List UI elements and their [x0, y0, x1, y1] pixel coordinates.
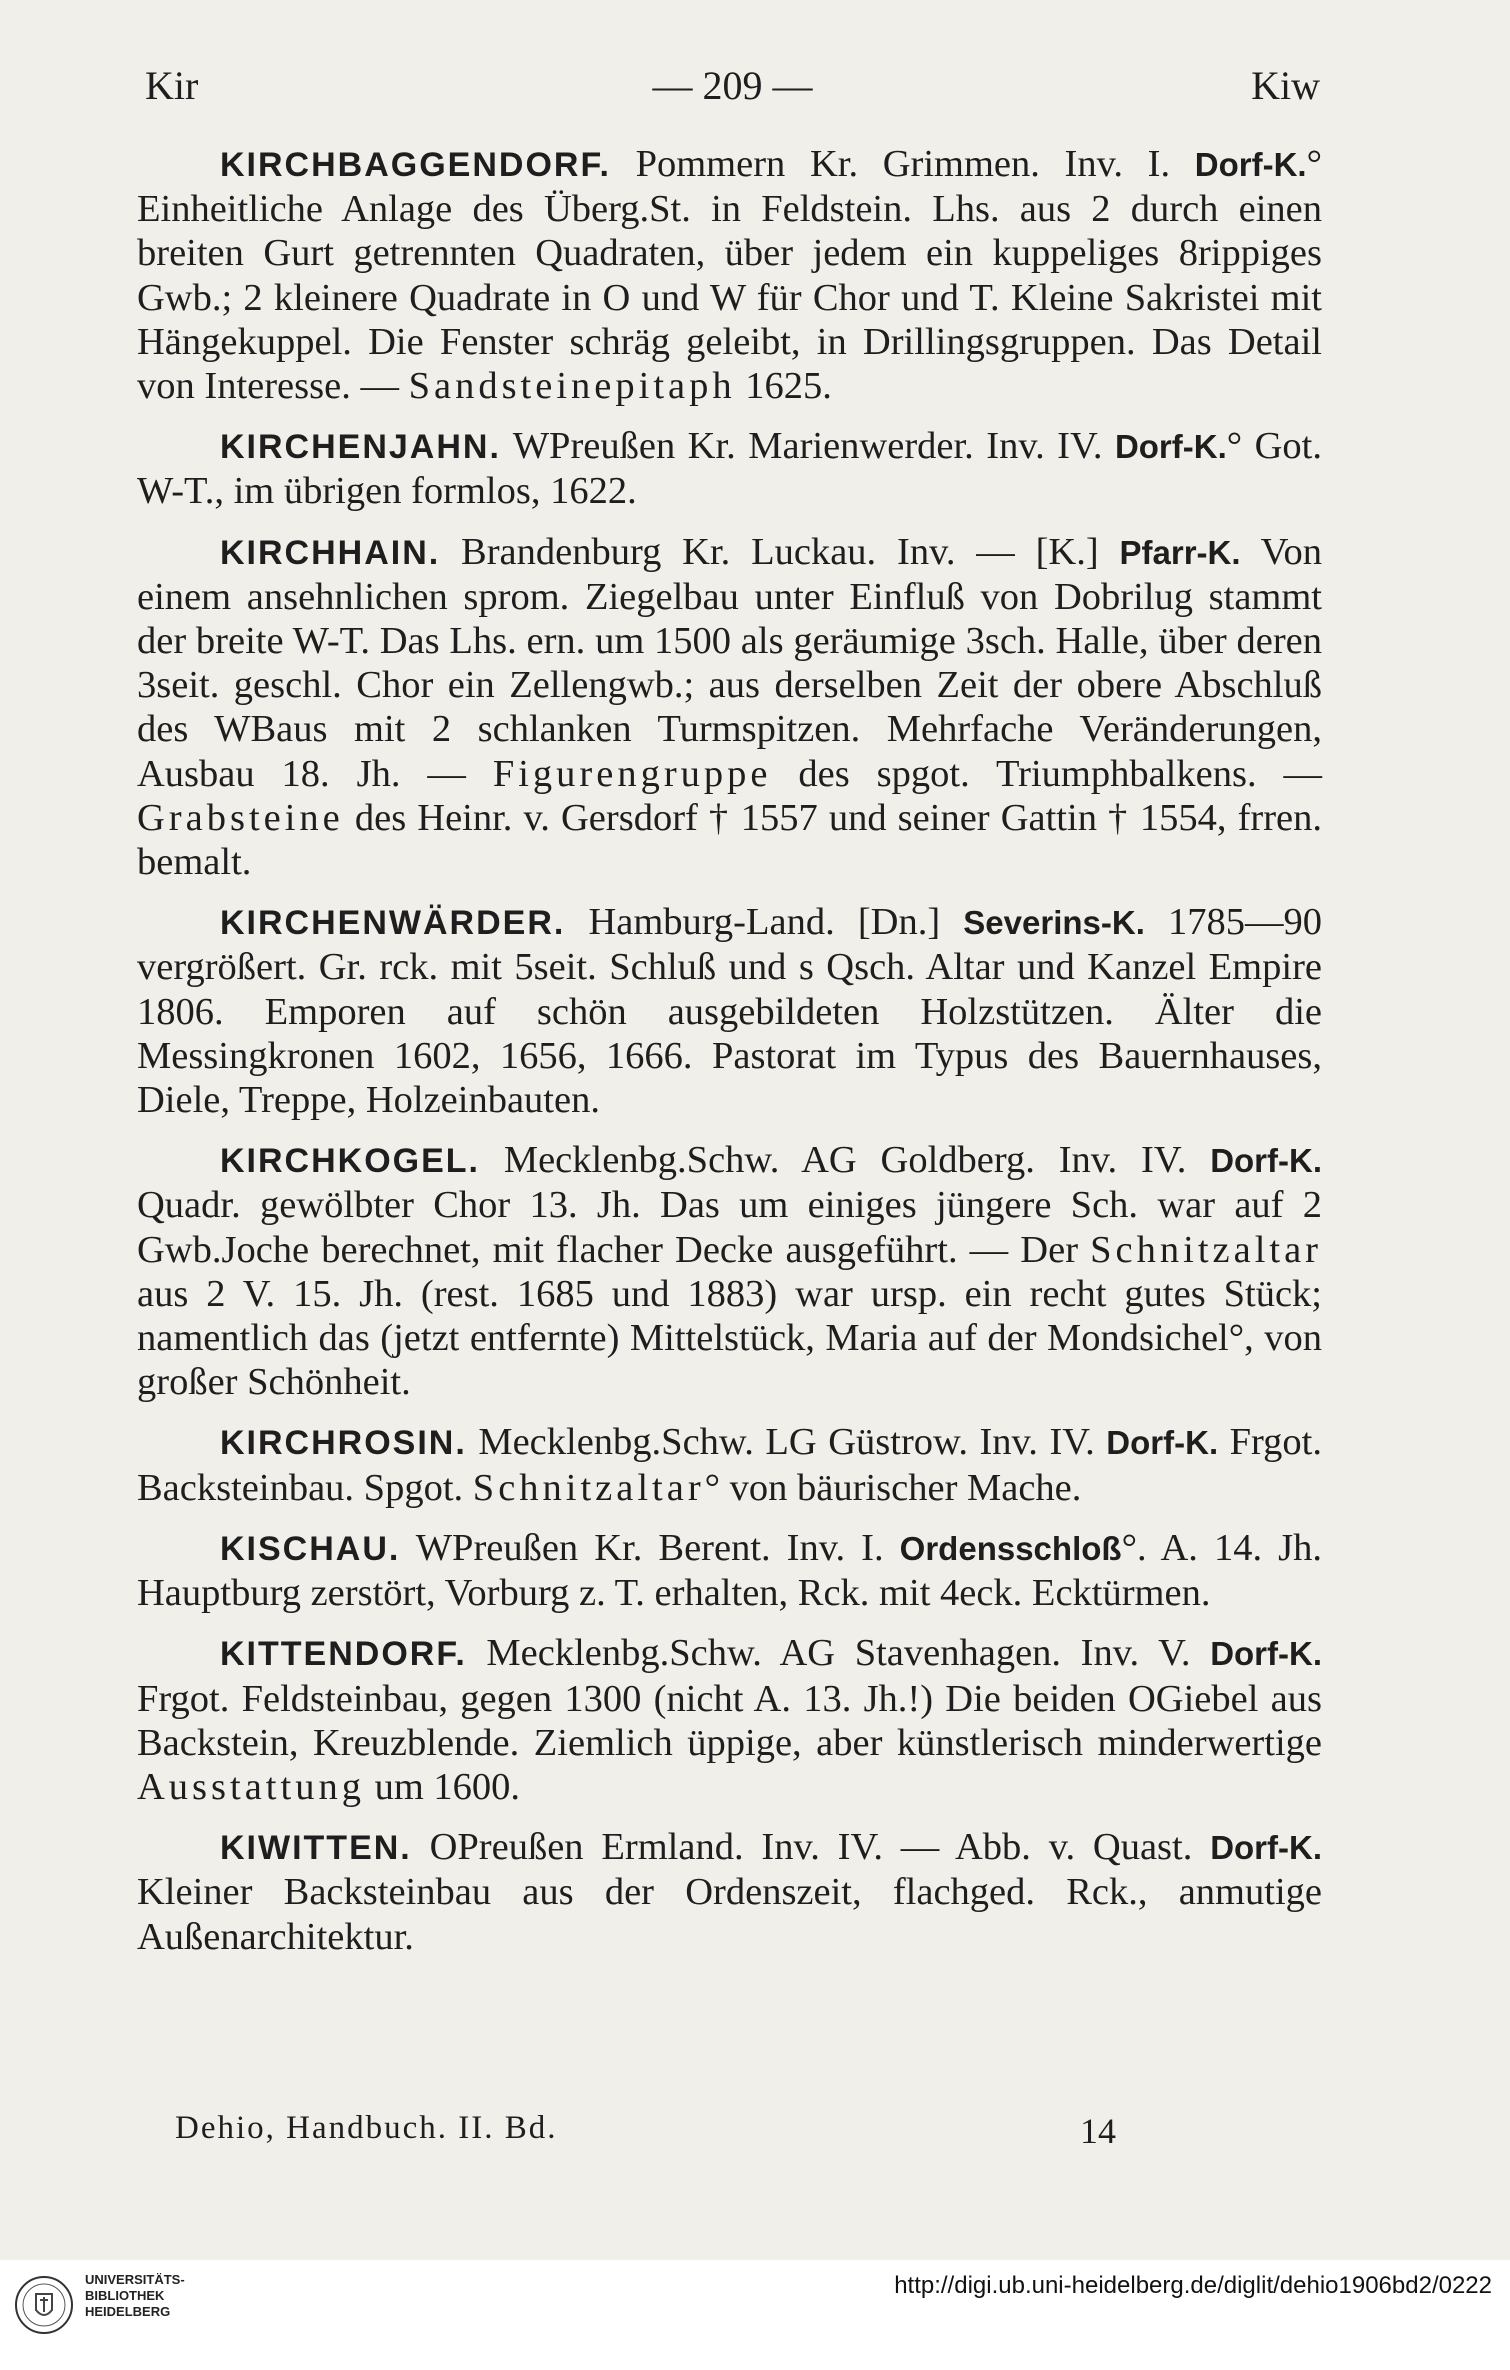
- building-label: Severins-K.: [963, 904, 1145, 942]
- library-name: UNIVERSITÄTS- BIBLIOTHEK HEIDELBERG: [85, 2272, 185, 2319]
- entry-text: WPreußen Kr. Berent. Inv. I.: [400, 1526, 900, 1569]
- entry-list: [137, 142, 1322, 1975]
- university-seal-icon: [14, 2270, 74, 2340]
- running-head-left: Kir: [145, 63, 199, 108]
- entry-text: um 1600.: [364, 1765, 521, 1808]
- entry-paragraph: [137, 1526, 1322, 1615]
- spaced-term: Schnitzaltar: [1090, 1228, 1322, 1271]
- spaced-term: Grabsteine: [137, 796, 344, 839]
- sheet-number: 14: [1080, 2111, 1116, 2151]
- entry-paragraph: [137, 1138, 1322, 1404]
- gazetteer-entry: [137, 1526, 1322, 1615]
- building-label: Dorf-K.: [1210, 1635, 1322, 1673]
- running-head: [145, 62, 1320, 112]
- entry-text: Brandenburg Kr. Luckau. Inv. — [K.]: [440, 530, 1120, 573]
- entry-paragraph: [137, 424, 1322, 513]
- entry-text: °. A. 14. Jh. Hauptburg zerstört, Vorburg z. T. erhalten, Rck. mit 4eck. Ecktürmen.: [137, 1526, 1322, 1615]
- entry-text: aus 2 V. 15. Jh. (rest. 1685 und 1883) war ursp. ein recht gutes Stück; namentlich das (jetzt entfernte) Mittelstück, Maria auf der Mondsichel°, von großer Schönheit.: [137, 1272, 1322, 1404]
- entry-text: des spgot. Triumphbalkens. —: [771, 752, 1322, 795]
- building-label: Dorf-K.: [1194, 146, 1307, 183]
- building-label: Dorf-K.: [1210, 1829, 1322, 1867]
- building-label: Dorf-K.: [1210, 1142, 1322, 1180]
- place-name: KIRCHHAIN.: [220, 533, 441, 572]
- gazetteer-entry: [137, 1420, 1322, 1509]
- place-name: KITTENDORF.: [220, 1635, 467, 1674]
- entry-text: Von einem ansehnlichen sprom. Ziegelbau unter Einfluß von Dobrilug stammt der breite W-T. Das Lhs. ern. um 1500 als geräumige 3sch. Halle, über deren 3seit. geschl. Chor ein Zellengwb.; aus derselben Zeit der obere Abschluß des WBaus mit 2 schlanken Turmspitzen. Mehrfache Veränderungen, Ausbau 18. Jh. —: [137, 530, 1322, 795]
- entry-text: Mecklenbg.Schw. AG Stavenhagen. Inv. V.: [466, 1632, 1211, 1675]
- signature-text: Dehio, Handbuch. II. Bd.: [175, 2110, 558, 2146]
- place-name: KIWITTEN.: [220, 1829, 412, 1868]
- entry-paragraph: [137, 142, 1322, 408]
- place-name: KIRCHBAGGENDORF.: [220, 146, 611, 184]
- entry-text: 1785—90 vergrößert. Gr. rck. mit 5seit. Schluß und s Qsch. Altar und Kanzel Empire 1806. Emporen auf schön ausgebildeten Holzstützen. Älter die Messingkronen 1602, 1656, 1666. Pastorat im Typus des Bauernhauses, Diele, Treppe, Holzeinbauten.: [137, 901, 1322, 1122]
- place-name: KIRCHENJAHN.: [220, 428, 501, 467]
- entry-text: ° von bäurischer Mache.: [704, 1466, 1082, 1509]
- place-name: KIRCHROSIN.: [220, 1424, 467, 1463]
- gazetteer-entry: [137, 1138, 1322, 1404]
- gazetteer-entry: [137, 424, 1322, 513]
- gazetteer-entry: [137, 1631, 1322, 1809]
- entry-text: ° Einheitliche Anlage des Überg.St. in Feldstein. Lhs. aus 2 durch einen breiten Gurt getrennten Quadraten, über jedem ein kuppeliges 8rippiges Gwb.; 2 kleinere Quadrate in O und W für Chor und T. Kleine Sakristei mit Hängekuppel. Die Fenster schräg geleibt, in Drillingsgruppen. Das Detail von Interesse. —: [137, 143, 1322, 408]
- gazetteer-entry: [137, 142, 1322, 408]
- place-name: KIRCHENWÄRDER.: [220, 904, 566, 943]
- gazetteer-entry: [137, 900, 1322, 1122]
- entry-paragraph: [137, 1825, 1322, 1959]
- entry-text: Hamburg-Land. [Dn.]: [565, 901, 964, 944]
- spaced-term: Figurengruppe: [492, 752, 772, 795]
- entry-text: Frgot. Backsteinbau. Spgot.: [137, 1421, 1323, 1509]
- entry-paragraph: [137, 900, 1322, 1122]
- entry-text: WPreußen Kr. Marienwerder. Inv. IV.: [500, 425, 1115, 468]
- entry-text: Quadr. gewölbter Chor 13. Jh. Das um einiges jüngere Sch. war auf 2 Gwb.Joche berechnet, mit flacher Decke ausgeführt. — Der: [137, 1184, 1322, 1271]
- building-label: Dorf-K.: [1114, 428, 1227, 466]
- entry-text: Mecklenbg.Schw. AG Goldberg. Inv. IV.: [480, 1139, 1211, 1182]
- entry-text: Pommern Kr. Grimmen. Inv. I.: [610, 143, 1195, 185]
- entry-text: des Heinr. v. Gersdorf † 1557 und seiner Gattin † 1554, frren. bemalt.: [137, 796, 1322, 884]
- building-label: Dorf-K.: [1106, 1424, 1219, 1462]
- place-name: KISCHAU.: [220, 1529, 401, 1568]
- building-label: Pfarr-K.: [1119, 533, 1241, 571]
- spaced-term: Schnitzaltar: [472, 1466, 705, 1509]
- page-number: — 209 —: [652, 63, 813, 108]
- gazetteer-entry: [137, 530, 1322, 885]
- place-name: KIRCHKOGEL.: [220, 1142, 480, 1181]
- gazetteer-entry: [137, 1825, 1322, 1959]
- entry-paragraph: [137, 1631, 1322, 1809]
- entry-text: Kleiner Backsteinbau aus der Ordenszeit, flachged. Rck., anmutige Außenarchitektur.: [137, 1871, 1322, 1958]
- spaced-term: Sandsteinepitaph: [408, 365, 736, 408]
- source-url[interactable]: http://digi.ub.uni-heidelberg.de/diglit/dehio1906bd2/0222: [894, 2272, 1492, 2299]
- entry-paragraph: [137, 530, 1322, 885]
- running-head-right: Kiw: [1251, 63, 1320, 108]
- entry-text: ° Got. W-T., im übrigen formlos, 1622.: [137, 425, 1322, 513]
- spaced-term: Ausstattung: [137, 1765, 365, 1808]
- entry-text: OPreußen Ermland. Inv. IV. — Abb. v. Quast.: [411, 1826, 1211, 1869]
- entry-paragraph: [137, 1420, 1322, 1509]
- entry-text: 1625.: [735, 365, 832, 408]
- building-label: Ordensschloß: [899, 1529, 1122, 1567]
- entry-text: Mecklenbg.Schw. LG Güstrow. Inv. IV.: [466, 1421, 1107, 1464]
- entry-text: Frgot. Feldsteinbau, gegen 1300 (nicht A. 13. Jh.!) Die beiden OGiebel aus Backstein, Kreuzblende. Ziemlich üppige, aber künstlerisch minderwertige: [137, 1677, 1322, 1764]
